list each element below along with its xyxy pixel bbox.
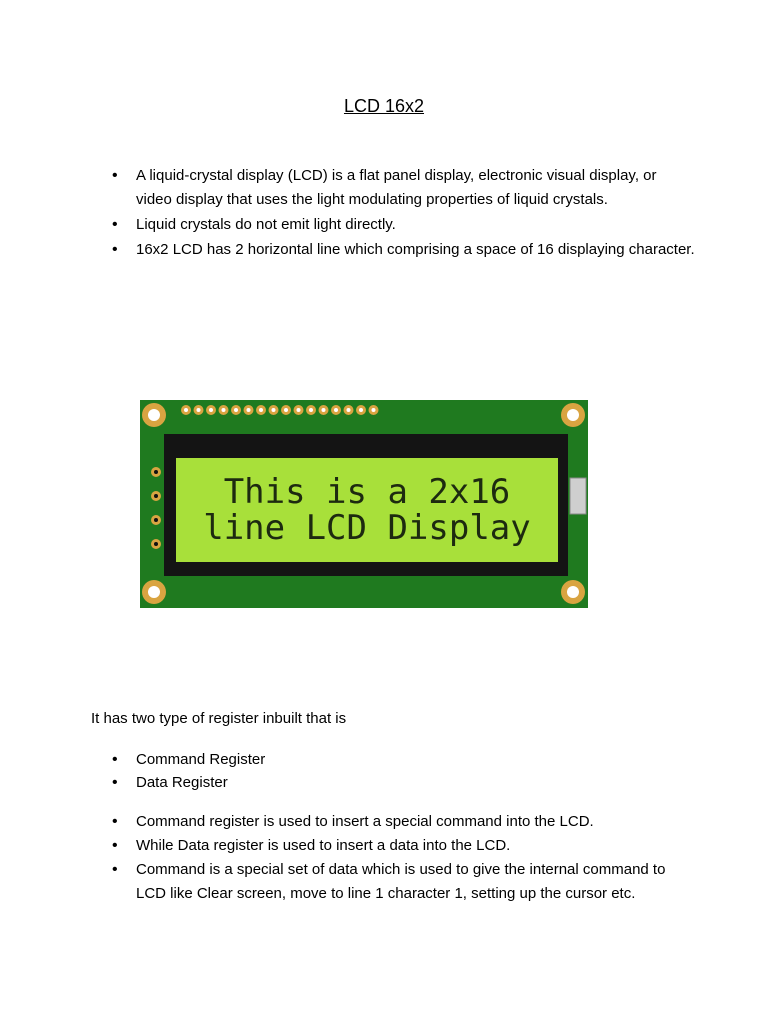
- header-pin-hole: [347, 408, 351, 412]
- bullet-item: • A liquid-crystal display (LCD) is a flat panel display, electronic visual display, or video display that uses the light modulating properties of liquid crystals.: [136, 164, 696, 212]
- register-list: [136, 748, 265, 794]
- lcd-module-illustration: [140, 400, 588, 608]
- bullet-item: • 16x2 LCD has 2 horizontal line which comprising a space of 16 displaying character.: [136, 238, 696, 262]
- register-detail-list: [136, 810, 696, 906]
- header-pin-hole: [334, 408, 338, 412]
- header-pin-hole: [322, 408, 326, 412]
- header-pin-hole: [272, 408, 276, 412]
- header-pin-hole: [309, 408, 313, 412]
- lcd-line-1: This is a 2x16: [223, 472, 511, 512]
- intro-bullet-list: [136, 164, 696, 263]
- header-pin-hole: [184, 408, 188, 412]
- header-pin-hole: [209, 408, 213, 412]
- header-pin-hole: [234, 408, 238, 412]
- bullet-item: • Liquid crystals do not emit light directly.: [136, 213, 696, 237]
- header-pin-hole: [247, 408, 251, 412]
- header-pin-hole: [259, 408, 263, 412]
- header-pin-hole: [197, 408, 201, 412]
- backlight-connector: [570, 478, 586, 514]
- header-pin-hole: [297, 408, 301, 412]
- register-item: • Command Register: [136, 748, 265, 771]
- register-item: • Data Register: [136, 771, 265, 794]
- header-pin-hole: [372, 408, 376, 412]
- register-intro: It has two type of register inbuilt that is: [91, 710, 347, 727]
- bullet-item: • Command is a special set of data which is used to give the internal command to LCD like Clear screen, move to line 1 character 1, setting up the cursor etc.: [136, 858, 696, 906]
- lcd-line-2: line LCD Display: [203, 508, 531, 548]
- header-pin-hole: [222, 408, 226, 412]
- bullet-item: • Command register is used to insert a special command into the LCD.: [136, 810, 696, 834]
- header-pin-hole: [284, 408, 288, 412]
- header-pin-hole: [359, 408, 363, 412]
- bullet-item: • While Data register is used to insert a data into the LCD.: [136, 834, 696, 858]
- page-title: LCD 16x2: [343, 96, 425, 116]
- lcd-module-image: [140, 400, 588, 608]
